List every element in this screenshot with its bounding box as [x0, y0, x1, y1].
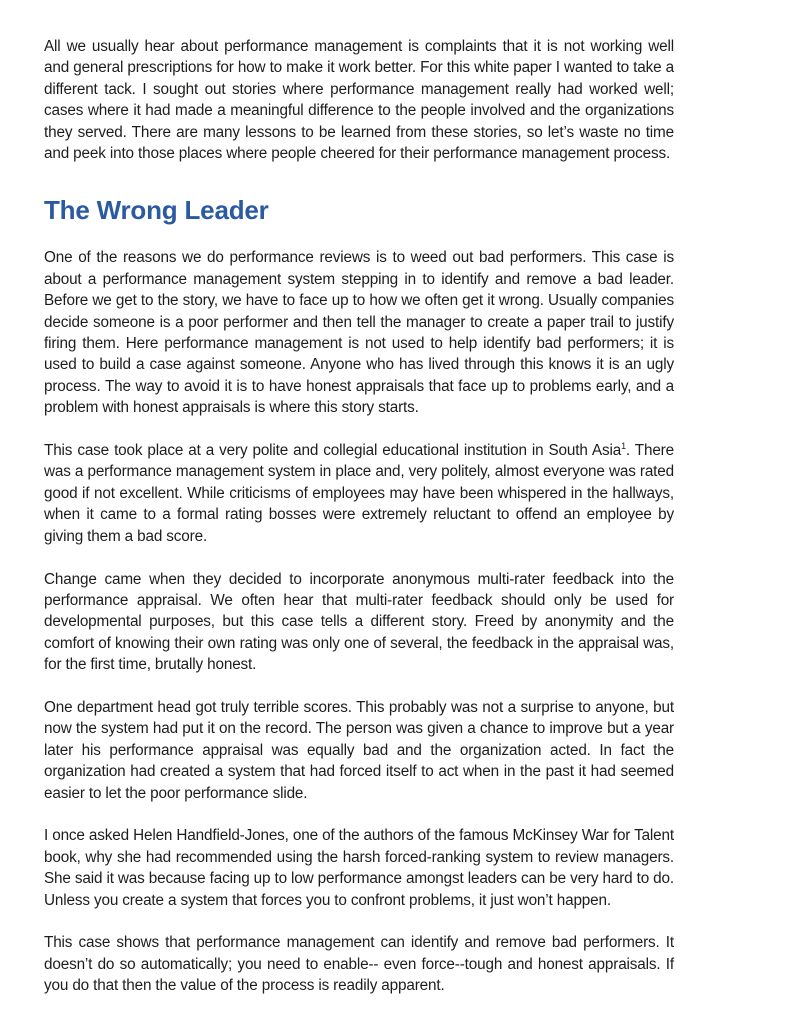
intro-paragraph: All we usually hear about performance management is complaints that it is not working well and general prescriptions for how to make it work better. For this white paper I wanted to take a different tack. I sought out stories where performance management really had worked well; cases where it had made a meaningful difference to the people involved and the organizations they served. There are many lessons to be learned from these stories, so let’s waste no time and peek into those places where people cheered for their performance management process. — [44, 38, 674, 163]
paragraph-change: Change came when they decided to incorporate anonymous multi-rater feedback into the performance appraisal. We often hear that multi-rater feedback should only be used for developmental purposes, but this case tells a different story. Freed by anonymity and the comfort of knowing their own rating was only one of several, the feedback in the appraisal was, for the first time, brutally honest. — [44, 570, 674, 674]
paragraph-case-setting-start: This case took place at a very polite and collegial educational institution in South Asia — [44, 442, 622, 460]
document-page — [44, 36, 674, 1018]
section-heading: The Wrong Leader — [44, 195, 269, 226]
paragraph-conclusion: This case shows that performance management can identify and remove bad performers. It doesn’t do so automatically; you need to enable-- even force--tough and honest appraisals. If you do that then the value of the process is readily apparent. — [44, 934, 674, 995]
paragraph-handfield-jones: I once asked Helen Handfield-Jones, one of the authors of the famous McKinsey War for Talent book, why she had recommended using the harsh forced-ranking system to review managers. She said it was because facing up to low performance amongst leaders can be very hard to do. Unless you create a system that forces you to confront problems, it just won’t happen. — [44, 827, 674, 909]
paragraph-case-setting-end: . There was a performance management system in place and, very politely, almost everyone was rated good if not excellent. While criticisms of employees may have been whispered in the hallways, when it came to a formal rating bosses were extremely reluctant to offend an employee by giving them a bad score. — [44, 442, 674, 545]
paragraph-department-head: One department head got truly terrible scores. This probably was not a surprise to anyone, but now the system had put it on the record. The person was given a chance to improve but a year later his performance appraisal was equally bad and the organization acted. In fact the organization had created a system that had forced itself to act when in the past it had seemed easier to let the poor performance slide. — [44, 698, 674, 802]
paragraph-reasons: One of the reasons we do performance reviews is to weed out bad performers. This case is about a performance management system stepping in to identify and remove a bad leader. Before we get to the story, we have to face up to how we often get it wrong. Usually companies decide someone is a poor performer and then tell the manager to create a paper trail to justify firing them. Here performance management is not used to help identify bad performers; it is used to build a case against someone. Anyone who has lived through this knows it is an ugly process. The way to avoid it is to have honest appraisals that face up to problems early, and a problem with honest appraisals is where this story starts. — [44, 249, 674, 417]
paragraph-case-setting — [44, 440, 674, 547]
footnote-marker: 1 — [621, 440, 626, 451]
